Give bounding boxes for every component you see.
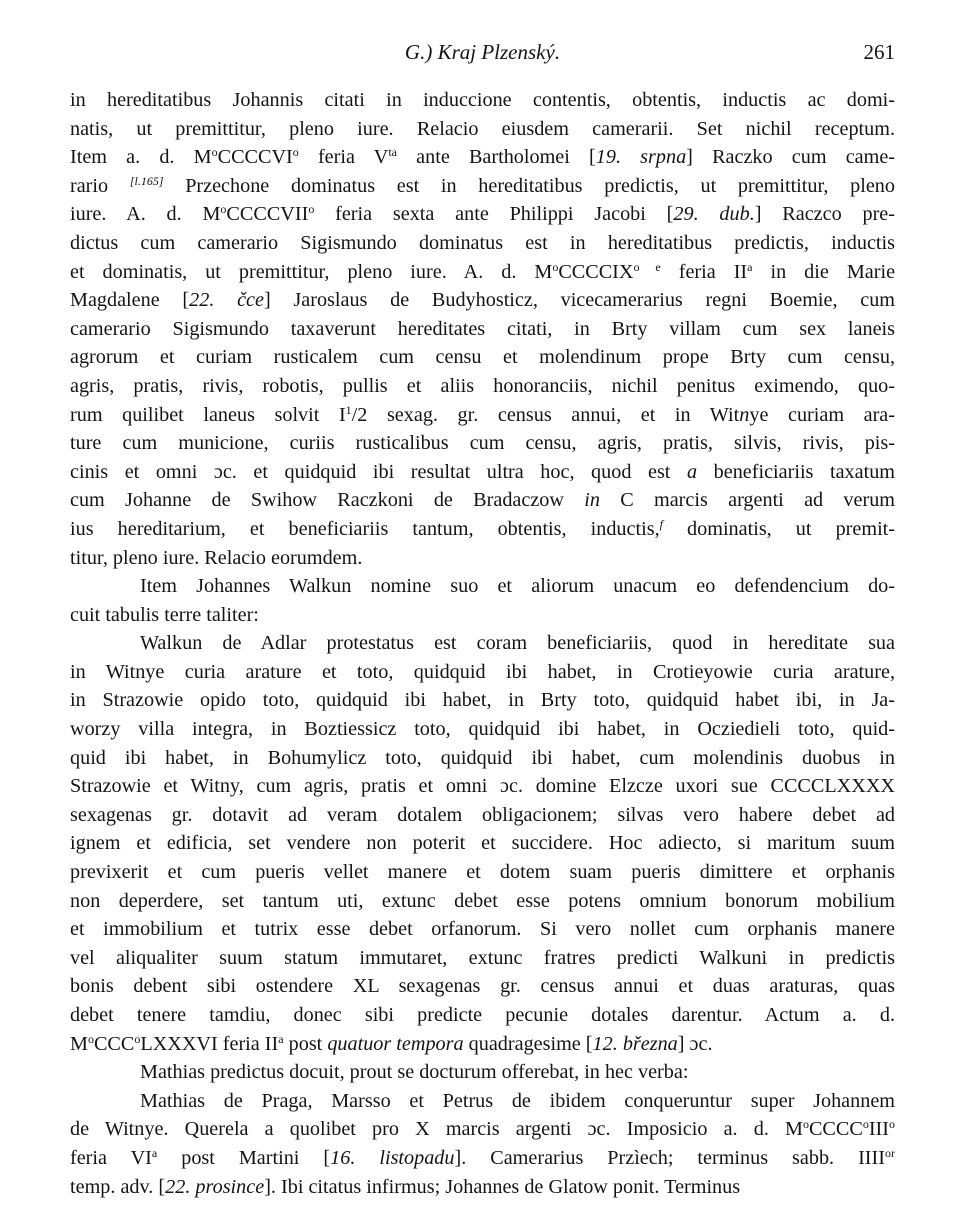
italic-text: 29. dub. [673, 203, 755, 226]
text-segment: in Witnye curia arature et toto, quidquid ibi habet, in Crotieyowie curia arature, [70, 660, 895, 683]
text-line [70, 515, 895, 544]
text-line [70, 115, 895, 144]
text-segment: natis, ut premittitur, pleno iure. Relacio eiusdem camerarii. Set nichil receptum. [70, 117, 895, 140]
text-line [70, 829, 895, 858]
superscript-text: ta [388, 145, 397, 160]
text-line [70, 258, 895, 287]
superscript-text: o [308, 202, 315, 217]
text-line [70, 172, 895, 201]
text-segment: Strazowie et Witny, cum agris, pratis et omni ɔc. domine Elzcze uxori sue CCCCLXXXX [70, 775, 895, 798]
text-line [70, 200, 895, 229]
text-segment: cuit tabulis terre taliter: [70, 603, 259, 626]
text-segment: non deperdere, set tantum uti, extunc debet esse potens omnium bonorum mobilium [70, 889, 895, 912]
superscript-text: o [889, 1117, 895, 1132]
text-segment: ] Jaroslaus de Budyhosticz, vicecamerarius regni Boemie, cum [263, 289, 895, 312]
italic-text: 16. listopadu [330, 1146, 455, 1169]
text-segment: in die Marie [752, 260, 895, 283]
superscript-text: or [884, 1145, 895, 1160]
text-line [70, 544, 895, 573]
text-line [70, 486, 895, 515]
text-line [70, 86, 895, 115]
text-segment: temp. adv. [ [70, 1175, 166, 1198]
text-line [70, 686, 895, 715]
text-segment: /2 sexag. gr. census annui, et in Wit [351, 403, 740, 426]
text-segment: C marcis argenti ad verum [599, 489, 895, 512]
text-segment: quid ibi habet, in Bohumylicz toto, quidquid ibi habet, cum molendinis duobus in [70, 746, 895, 769]
text-line [70, 143, 895, 172]
text-segment: feria sexta ante Philippi Jacobi [ [314, 203, 674, 226]
text-segment: quadragesime [ [463, 1032, 593, 1055]
text-segment: titur, pleno iure. Relacio eorumdem. [70, 546, 363, 569]
italic-text: in [584, 489, 600, 512]
text-segment: post [283, 1032, 328, 1055]
text-line [70, 1087, 895, 1116]
text-segment: CCCC [808, 1118, 863, 1141]
text-line [70, 1173, 895, 1202]
text-line [70, 972, 895, 1001]
text-segment: ye curiam ara- [749, 403, 895, 426]
text-segment: ]. Ibi citatus infirmus; Johannes de Glatow ponit. Terminus [264, 1175, 741, 1198]
text-line [70, 744, 895, 773]
text-line [70, 1144, 895, 1173]
running-header [70, 38, 895, 68]
italic-text: 22. prosince [165, 1175, 265, 1198]
text-segment: previxerit et cum pueris vellet manere et dotem suam pueris dimittere et orphanis [70, 861, 895, 884]
text-line [70, 372, 895, 401]
superscript-text: a [151, 1145, 158, 1160]
text-segment: CCCCVII [226, 203, 309, 226]
text-line [70, 858, 895, 887]
page-number: 261 [863, 40, 895, 64]
italic-text: a [686, 460, 698, 483]
italic-text: 22. čce [189, 289, 264, 312]
superscript-text: [l.165] [129, 173, 164, 188]
superscript-text: a [278, 1031, 284, 1046]
text-line [70, 315, 895, 344]
text-line [70, 801, 895, 830]
superscript-text: o [87, 1031, 94, 1046]
text-segment: camerario Sigismundo taxaverunt hereditates citati, in Brty villam cum sex laneis [70, 317, 895, 340]
text-segment: dictus cum camerario Sigismundo dominatus est in hereditatibus predictis, inductis [70, 231, 895, 254]
text-segment: beneficiariis taxatum [697, 460, 895, 483]
italic-text: quatuor tempora [327, 1032, 464, 1055]
italic-text: n [739, 403, 750, 426]
text-segment: Item Johannes Walkun nomine suo et aliorum unacum eo defendencium do- [140, 575, 895, 598]
superscript-text: o [802, 1117, 809, 1132]
superscript-text: o [862, 1117, 869, 1132]
text-segment: cum Johanne de Swihow Raczkoni de Bradaczow [70, 489, 585, 512]
superscript-text: o [292, 145, 299, 160]
text-segment: de Witnye. Querela a quolibet pro X marcis argenti ɔc. Imposicio a. d. M [70, 1118, 803, 1141]
superscript-text: o e [633, 259, 661, 274]
running-title: G.) Kraj Plzenský. [404, 40, 561, 64]
text-segment: Magdalene [ [70, 289, 190, 312]
text-segment: cinis et omni ɔc. et quidquid ibi resultat ultra hoc, quod est [70, 460, 687, 483]
text-segment: ante Bartholomei [ [396, 146, 596, 169]
text-segment: Item a. d. M [70, 146, 212, 169]
text-line [70, 715, 895, 744]
text-segment: bonis debent sibi ostendere XL sexagenas gr. census annui et duas araturas, quas [70, 975, 895, 998]
text-segment: agrorum et curiam rusticalem cum censu et molendinum prope Brty cum censu, [70, 346, 895, 369]
italic-text: 12. března [592, 1032, 678, 1055]
text-segment: post Martini [ [157, 1146, 331, 1169]
text-segment: agris, pratis, rivis, robotis, pullis et aliis honoranciis, nichil penitus eximendo, quo- [70, 374, 895, 397]
text-segment: feria VI [70, 1146, 152, 1169]
text-segment: iure. A. d. M [70, 203, 221, 226]
text-segment: CCC [93, 1032, 135, 1055]
text-line [70, 772, 895, 801]
text-line [70, 629, 895, 658]
superscript-text: a [747, 259, 753, 274]
text-line [70, 1001, 895, 1030]
text-segment: rario [70, 174, 130, 197]
text-segment: vel aliqualiter suum statum immutaret, extunc fratres predicti Walkuni in predictis [70, 946, 895, 969]
text-line [70, 887, 895, 916]
text-segment: Walkun de Adlar protestatus est coram beneficiariis, quod in hereditate sua [140, 632, 895, 655]
text-line [70, 915, 895, 944]
text-segment: M [70, 1032, 88, 1055]
text-line [70, 343, 895, 372]
text-segment: CCCCIX [558, 260, 634, 283]
text-segment: Mathias predictus docuit, prout se docturum offerebat, in hec verba: [140, 1061, 689, 1084]
text-segment: Mathias de Praga, Marsso et Petrus de ibidem conqueruntur super Johannem [140, 1089, 895, 1112]
text-segment: ius hereditarium, et beneficiariis tantum, obtentis, inductis, [70, 517, 660, 540]
text-segment: ] Raczco pre- [754, 203, 895, 226]
text-line [70, 458, 895, 487]
text-segment: rum quilibet laneus solvit I [70, 403, 346, 426]
text-line [70, 572, 895, 601]
text-segment: et dominatis, ut premittitur, pleno iure. A. d. M [70, 260, 553, 283]
text-segment: feria II [660, 260, 748, 283]
text-line [70, 601, 895, 630]
text-segment: sexagenas gr. dotavit ad veram dotalem obligacionem; silvas vero habere debet ad [70, 803, 895, 826]
body-text [70, 86, 895, 1201]
text-segment: feria V [298, 146, 389, 169]
superscript-text: o [220, 202, 227, 217]
text-line [70, 658, 895, 687]
superscript-text: f [659, 516, 663, 531]
text-segment: ] ɔc. [677, 1032, 713, 1055]
text-segment: ture cum municione, curiis rusticalibus cum censu, agris, pratis, silvis, rivis, pis- [70, 432, 895, 455]
text-segment: III [868, 1118, 889, 1141]
text-line [70, 286, 895, 315]
text-segment: LXXXVI feria II [140, 1032, 279, 1055]
text-segment: ignem et edificia, set vendere non poterit et succidere. Hoc adiecto, si maritum suum [70, 832, 895, 855]
text-line [70, 944, 895, 973]
superscript-text: 1 [345, 402, 352, 417]
superscript-text: o [211, 145, 218, 160]
text-segment: worzy villa integra, in Boztiessicz toto, quidquid ibi habet, in Ocziedieli toto, quid- [70, 718, 895, 741]
text-line [70, 1115, 895, 1144]
text-line [70, 1058, 895, 1087]
text-segment: debet tenere tamdiu, donec sibi predicte pecunie dotales darentur. Actum a. d. [70, 1004, 895, 1026]
text-segment: in Strazowie opido toto, quidquid ibi habet, in Brty toto, quidquid habet ibi, in Ja- [70, 689, 895, 712]
superscript-text: o [134, 1031, 141, 1046]
text-segment: Przechone dominatus est in hereditatibus predictis, ut premittitur, pleno [163, 174, 895, 197]
italic-text: 19. srpna [595, 146, 687, 169]
text-segment: dominatis, ut premit- [662, 517, 895, 540]
text-line [70, 401, 895, 430]
text-segment: ]. Camerarius Przìech; terminus sabb. IIII [454, 1146, 885, 1169]
text-segment: ] Raczko cum came- [686, 146, 895, 169]
text-segment: et immobilium et tutrix esse debet orfanorum. Si vero nollet cum orphanis manere [70, 918, 895, 941]
text-line [70, 429, 895, 458]
text-segment: CCCCVI [217, 146, 293, 169]
text-line [70, 229, 895, 258]
text-line [70, 1030, 895, 1059]
superscript-text: o [552, 259, 559, 274]
text-segment: in hereditatibus Johannis citati in induccione contentis, obtentis, inductis ac domi- [70, 89, 895, 111]
